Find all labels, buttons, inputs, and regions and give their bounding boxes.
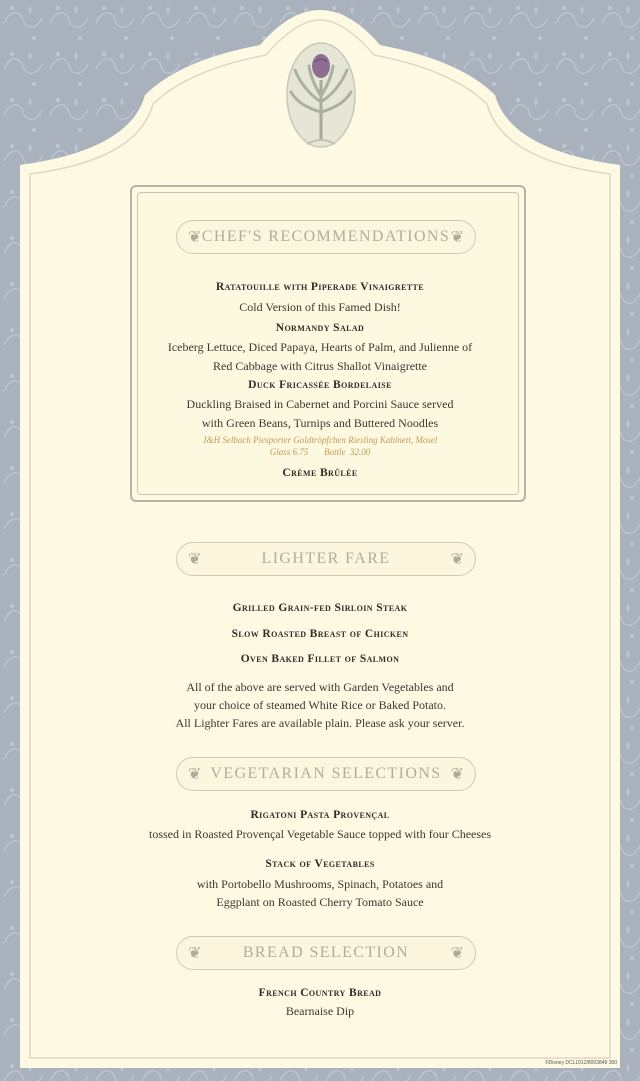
fleur-ornament-icon: ❦ (450, 945, 464, 962)
dish-name: Grilled Grain-fed Sirloin Steak (232, 602, 408, 614)
fleur-ornament-icon: ❦ (450, 229, 464, 246)
bread-selection-banner (176, 936, 476, 970)
dish-name: Oven Baked Fillet of Salmon (240, 653, 400, 665)
fleur-ornament-icon: ❦ (188, 766, 202, 783)
wine-pairing: J&H Selbach Piesporter Goldtröpfchen Riesling Kabinett, Mosel (202, 435, 438, 445)
dish-name: Ratatouille with Piperade Vinaigrette (215, 281, 425, 293)
footer-code: ©Disney DCL1012/8003849 300 (545, 1060, 618, 1066)
dish-name: Rigatoni Pasta Provençal (250, 809, 390, 821)
dish-name: Normandy Salad (275, 322, 365, 334)
fleur-ornament-icon: ❦ (450, 551, 464, 568)
fleur-ornament-icon: ❦ (450, 766, 464, 783)
fleur-ornament-icon: ❦ (188, 945, 202, 962)
chefs-recommendations-banner (176, 220, 476, 254)
lighter-fare-banner (176, 542, 476, 576)
dish-description: with Green Beans, Turnips and Buttered Noodles (201, 416, 439, 430)
dish-description: Red Cabbage with Citrus Shallot Vinaigrette (212, 359, 428, 373)
dish-description: Eggplant on Roasted Cherry Tomato Sauce (216, 895, 424, 909)
dish-name: Crème Brûlée (282, 467, 358, 479)
dish-description: Iceberg Lettuce, Diced Papaya, Hearts of Palm, and Julienne of (167, 340, 473, 354)
section-title: VEGETARIAN SELECTIONS (210, 765, 442, 782)
lighter-fare-note: your choice of steamed White Rice or Baked Potato. (193, 698, 447, 712)
dish-description: Cold Version of this Famed Dish! (239, 300, 401, 314)
dish-description: Duckling Braised in Cabernet and Porcini Sauce served (186, 397, 454, 411)
wine-price: Glass 6.75 Bottle 32.00 (269, 447, 371, 457)
lighter-fare-note: All of the above are served with Garden Vegetables and (186, 680, 454, 694)
dish-description: with Portobello Mushrooms, Spinach, Potatoes and (196, 877, 444, 891)
dish-description: Bearnaise Dip (285, 1004, 355, 1018)
section-title: LIGHTER FARE (261, 550, 391, 567)
fleur-ornament-icon: ❦ (188, 229, 202, 246)
vegetarian-selections-banner (176, 757, 476, 791)
dish-description: tossed in Roasted Provençal Vegetable Sauce topped with four Cheeses (148, 827, 492, 841)
rose-flourish-icon (277, 40, 365, 150)
section-title: CHEF'S RECOMMENDATIONS (201, 228, 451, 245)
dish-name: Stack of Vegetables (265, 858, 375, 870)
section-title: BREAD SELECTION (242, 944, 410, 961)
fleur-ornament-icon: ❦ (188, 551, 202, 568)
lighter-fare-note: All Lighter Fares are available plain. Please ask your server. (175, 716, 465, 730)
dish-name: Duck Fricassée Bordelaise (248, 379, 392, 391)
dish-name: Slow Roasted Breast of Chicken (231, 628, 409, 640)
dish-name: French Country Bread (258, 987, 382, 999)
